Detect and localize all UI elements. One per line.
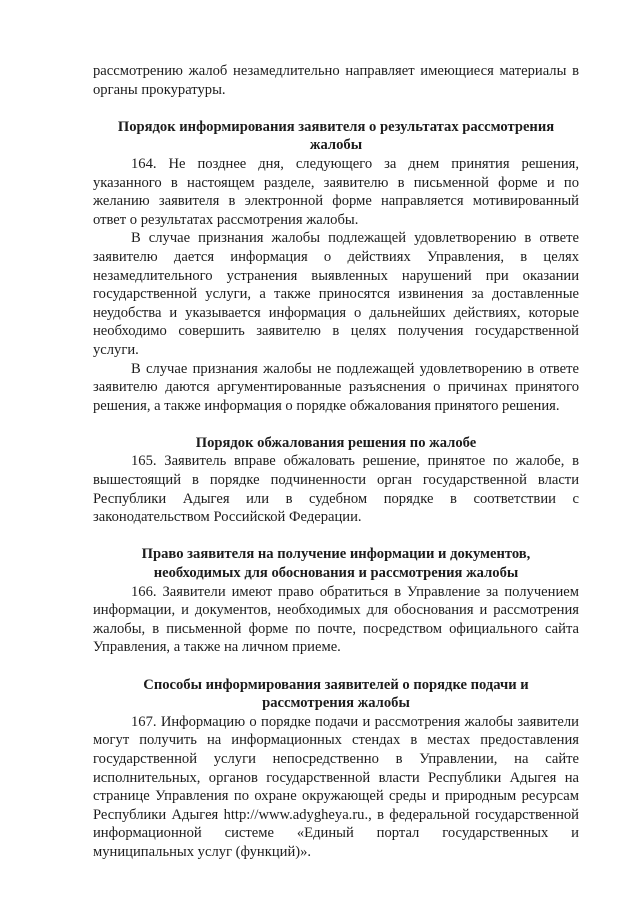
paragraph-164: 164. Не позднее дня, следующего за днем принятия решения, указанного в настоящем разделе, заявителю в письменной форме и по желанию заявителя в электронной форме направляется мотивированный ответ о результатах рассмотрения жалобы. xyxy=(93,155,579,228)
paragraph-165: 165. Заявитель вправе обжаловать решение, принятое по жалобе, в вышестоящий в порядке подчиненности орган государственной власти Республики Адыгея или в судебном порядке в соответствии с законодательством Российской Федерации. xyxy=(93,453,579,526)
section-heading-informing-results: Порядок информирования заявителя о результатах рассмотрения жалобы xyxy=(117,118,555,154)
paragraph-satisfied-complaint: В случае признания жалобы подлежащей удовлетворению в ответе заявителю дается информация о действиях Управления, в целях незамедлительного устранения выявленных нарушений при оказании государственной услуги, а также приносятся извинения за доставленные неудобства и указывается информация о дальнейших действиях, которые необходимо совершить заявителю в целях получения государственной услуги. xyxy=(93,230,579,358)
paragraph-167: 167. Информацию о порядке подачи и рассмотрения жалобы заявители могут получить на информационных стендах в местах предоставления государственной услуги непосредственно в Управлении, на сайте исполнительных, органов государственной власти Республики Адыгея на странице Управления по охране окружающей среды и природным ресурсам Республики Адыгея http://www.adygheya.ru., в федеральной государственной информационной системе «Единый портал государственных и муниципальных услуг (функций)». xyxy=(93,713,579,860)
paragraph-166: 166. Заявители имеют право обратиться в Управление за получением информации, и документов, необходимых для обоснования и рассмотрения жалобы, в письменной форме по почте, посредством официального сайта Управления, а также на личном приеме. xyxy=(93,583,579,656)
document-page xyxy=(93,62,579,862)
section-heading-appeal-procedure: Порядок обжалования решения по жалобе xyxy=(195,434,477,451)
section-gap xyxy=(93,415,579,434)
paragraph-rejected-complaint: В случае признания жалобы не подлежащей удовлетворению в ответе заявителю даются аргументированные разъяснения о причинах принятого решения, а также информация о порядке обжалования принятого решения. xyxy=(93,360,579,414)
section-gap xyxy=(93,657,579,676)
section-gap xyxy=(93,527,579,546)
intro-paragraph: рассмотрению жалоб незамедлительно направляет имеющиеся материалы в органы прокуратуры. xyxy=(93,63,579,98)
section-heading-right-to-information: Право заявителя на получение информации и документов, необходимых для обоснования и рассмотрения жалобы xyxy=(141,546,531,582)
section-gap xyxy=(93,99,579,118)
section-heading-informing-methods: Способы информирования заявителей о порядке подачи и рассмотрения жалобы xyxy=(143,676,529,712)
